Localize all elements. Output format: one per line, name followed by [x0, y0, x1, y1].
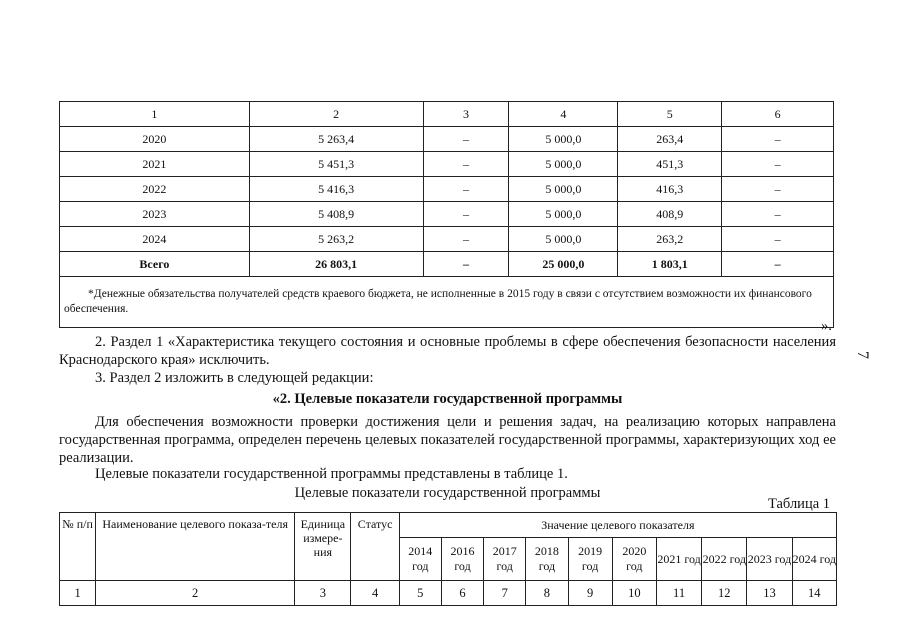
value-cell: 416,3: [618, 177, 722, 202]
year-header: 2023 год: [747, 538, 792, 581]
column-number: 9: [568, 581, 612, 606]
value-cell: 5 408,9: [249, 202, 423, 227]
year-header: 2018 год: [526, 538, 568, 581]
value-cell: 5 000,0: [509, 177, 618, 202]
note-row: [60, 277, 834, 328]
column-number: 11: [656, 581, 701, 606]
value-cell: –: [423, 152, 509, 177]
column-number: 13: [747, 581, 792, 606]
year-header: 2021 год: [656, 538, 701, 581]
year-header: 2022 год: [702, 538, 747, 581]
closing-quote: ».: [821, 318, 832, 334]
total-label: Всего: [60, 252, 250, 277]
total-cell: 26 803,1: [249, 252, 423, 277]
value-cell: –: [722, 202, 834, 227]
value-cell: 263,4: [618, 127, 722, 152]
total-cell: –: [423, 252, 509, 277]
col-value-header: Значение целевого показателя: [399, 513, 836, 538]
table-intro-paragraph: Целевые показатели государственной программы представлены в таблице 1.: [95, 466, 568, 482]
section-heading: «2. Целевые показатели государственной программы: [272, 391, 623, 407]
value-cell: –: [722, 152, 834, 177]
header-cell: 1: [60, 102, 250, 127]
value-cell: 408,9: [618, 202, 722, 227]
total-cell: 25 000,0: [509, 252, 618, 277]
table-row: [60, 202, 834, 227]
value-cell: –: [423, 227, 509, 252]
column-number: 2: [96, 581, 295, 606]
value-cell: 5 000,0: [509, 152, 618, 177]
page-number: 7: [854, 351, 871, 359]
value-cell: 5 263,4: [249, 127, 423, 152]
year-cell: 2024: [60, 227, 250, 252]
total-cell: 1 803,1: [618, 252, 722, 277]
table-title: Целевые показатели государственной программы: [294, 485, 601, 501]
col-status-header: Статус: [351, 513, 399, 581]
value-cell: 451,3: [618, 152, 722, 177]
column-number: 1: [60, 581, 96, 606]
column-number: 8: [526, 581, 568, 606]
column-numbers-row: [60, 581, 837, 606]
paragraph-3: 3. Раздел 2 изложить в следующей редакции:: [95, 370, 374, 386]
body-paragraph: Для обеспечения возможности проверки достижения цели и решения задач, на реализацию которых направлена государственная программа, определен перечень целевых показателей государственной программы, характеризующих ход ее реализации.: [59, 414, 836, 466]
year-header: 2019 год: [568, 538, 612, 581]
column-number: 3: [295, 581, 351, 606]
total-row: [60, 252, 834, 277]
header-cell: 5: [618, 102, 722, 127]
year-cell: 2022: [60, 177, 250, 202]
col-unit-header: Единица измере-ния: [295, 513, 351, 581]
finance-table: [59, 101, 834, 328]
header-cell: 4: [509, 102, 618, 127]
value-cell: 263,2: [618, 227, 722, 252]
col-name-header: Наименование целевого показа-теля: [96, 513, 295, 581]
column-number: 5: [399, 581, 441, 606]
footnote-text: *Денежные обязательства получателей средств краевого бюджета, не исполненные в 2015 году в связи с отсутствием возможности их финансового обеспечения.: [64, 288, 812, 315]
year-header: 2016 год: [441, 538, 483, 581]
year-cell: 2020: [60, 127, 250, 152]
value-cell: 5 000,0: [509, 202, 618, 227]
value-cell: –: [423, 127, 509, 152]
col-number-header: № п/п: [60, 513, 96, 581]
column-number: 7: [484, 581, 526, 606]
paragraph-2: 2. Раздел 1 «Характеристика текущего состояния и основные проблемы в сфере обеспечения безопасности населения Краснодарского края» исключить.: [59, 334, 836, 368]
year-cell: 2023: [60, 202, 250, 227]
table-row: [60, 177, 834, 202]
header-cell: 3: [423, 102, 509, 127]
value-cell: 5 451,3: [249, 152, 423, 177]
table-row: [60, 227, 834, 252]
column-number: 4: [351, 581, 399, 606]
value-cell: –: [722, 127, 834, 152]
value-cell: 5 416,3: [249, 177, 423, 202]
year-header: 2017 год: [484, 538, 526, 581]
header-cell: 6: [722, 102, 834, 127]
year-header: 2020 год: [612, 538, 656, 581]
table-row: [60, 152, 834, 177]
finance-header-row: [60, 102, 834, 127]
year-header: 2024 год: [792, 538, 836, 581]
year-header: 2014 год: [399, 538, 441, 581]
year-cell: 2021: [60, 152, 250, 177]
value-cell: 5 000,0: [509, 127, 618, 152]
value-cell: –: [722, 227, 834, 252]
total-cell: –: [722, 252, 834, 277]
column-number: 6: [441, 581, 483, 606]
column-number: 10: [612, 581, 656, 606]
value-cell: 5 263,2: [249, 227, 423, 252]
value-cell: –: [423, 202, 509, 227]
value-cell: 5 000,0: [509, 227, 618, 252]
value-cell: –: [423, 177, 509, 202]
targets-header-row: [60, 513, 837, 538]
column-number: 14: [792, 581, 836, 606]
header-cell: 2: [249, 102, 423, 127]
targets-table: [59, 512, 837, 606]
table-label: Таблица 1: [768, 496, 831, 512]
footnote-cell: [60, 277, 834, 328]
value-cell: –: [722, 177, 834, 202]
table-row: [60, 127, 834, 152]
column-number: 12: [702, 581, 747, 606]
